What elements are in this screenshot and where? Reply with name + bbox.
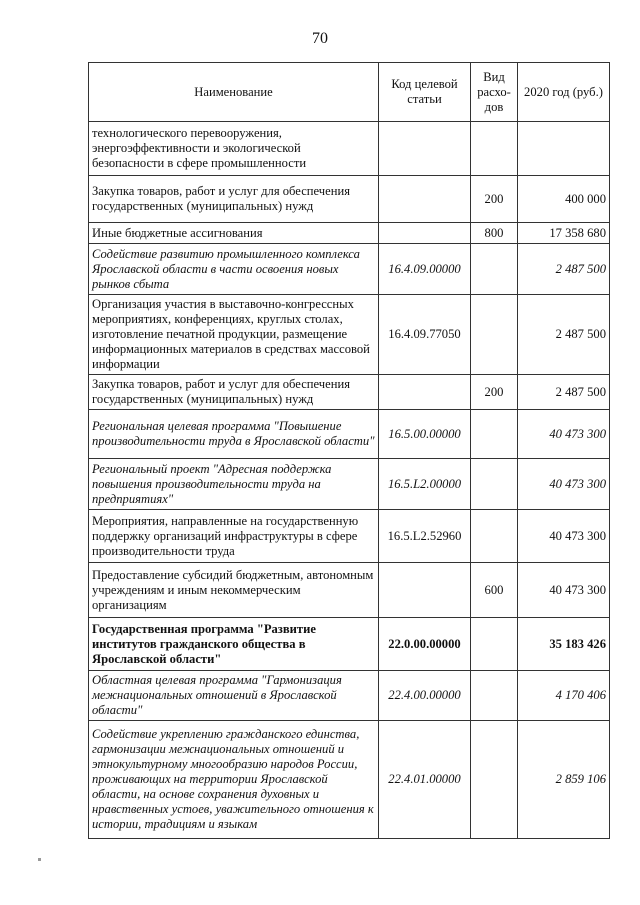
row-expense-type-cell	[471, 410, 518, 459]
row-expense-type-cell	[471, 295, 518, 375]
row-expense-type-cell: 200	[471, 176, 518, 223]
table-row	[89, 244, 610, 295]
row-amount-cell: 40 473 300	[518, 563, 610, 618]
table-row	[89, 563, 610, 618]
row-name-cell: Предоставление субсидий бюджетным, автономным учреждениям и иным некоммерческим организациям	[89, 563, 379, 618]
table-row	[89, 459, 610, 510]
row-code-cell: 16.5.L2.00000	[379, 459, 471, 510]
table-header-row	[89, 63, 610, 122]
row-name-cell: Региональная целевая программа "Повышение производительности труда в Ярославской области"	[89, 410, 379, 459]
row-name-cell: Закупка товаров, работ и услуг для обеспечения государственных (муниципальных) нужд	[89, 176, 379, 223]
header-expense-type: Вид расхо-дов	[471, 63, 518, 122]
row-expense-type-cell	[471, 244, 518, 295]
header-amount-2020: 2020 год (руб.)	[518, 63, 610, 122]
row-name-cell: Организация участия в выставочно-конгрессных мероприятиях, конференциях, круглых столах, изготовление печатной продукции, размещение информационных материалов в средствах массовой информации	[89, 295, 379, 375]
row-amount-cell: 4 170 406	[518, 671, 610, 721]
row-code-cell: 22.0.00.00000	[379, 618, 471, 671]
row-code-cell: 16.5.00.00000	[379, 410, 471, 459]
table-row	[89, 618, 610, 671]
row-name-cell: Содействие развитию промышленного комплекса Ярославской области в части освоения новых рынков сбыта	[89, 244, 379, 295]
row-name-cell: Региональный проект "Адресная поддержка повышения производительности труда на предприятиях"	[89, 459, 379, 510]
table-row	[89, 223, 610, 244]
row-amount-cell	[518, 122, 610, 176]
row-name-cell: Закупка товаров, работ и услуг для обеспечения государственных (муниципальных) нужд	[89, 375, 379, 410]
scan-mark	[38, 858, 41, 861]
row-code-cell	[379, 176, 471, 223]
row-amount-cell: 2 859 106	[518, 721, 610, 839]
row-amount-cell: 2 487 500	[518, 244, 610, 295]
row-amount-cell: 400 000	[518, 176, 610, 223]
row-code-cell: 16.5.L2.52960	[379, 510, 471, 563]
row-expense-type-cell: 200	[471, 375, 518, 410]
row-expense-type-cell: 600	[471, 563, 518, 618]
table-row	[89, 295, 610, 375]
row-name-cell: Содействие укреплению гражданского единства, гармонизации межнациональных отношений и этнокультурному многообразию народов России, проживающих на территории Ярославской области, на основе сохранения духовных и нравственных устоев, уважительного отношения к истории, традициям и языкам	[89, 721, 379, 839]
header-name: Наименование	[89, 63, 379, 122]
table-row	[89, 410, 610, 459]
row-amount-cell: 40 473 300	[518, 410, 610, 459]
row-code-cell: 16.4.09.77050	[379, 295, 471, 375]
row-amount-cell: 2 487 500	[518, 295, 610, 375]
table-row	[89, 176, 610, 223]
table-row	[89, 721, 610, 839]
row-amount-cell: 2 487 500	[518, 375, 610, 410]
page-number: 70	[312, 30, 328, 47]
row-expense-type-cell	[471, 721, 518, 839]
row-expense-type-cell: 800	[471, 223, 518, 244]
table-row	[89, 510, 610, 563]
row-code-cell	[379, 563, 471, 618]
row-expense-type-cell	[471, 618, 518, 671]
row-name-cell: Иные бюджетные ассигнования	[89, 223, 379, 244]
row-code-cell	[379, 223, 471, 244]
row-amount-cell: 35 183 426	[518, 618, 610, 671]
row-name-cell: Государственная программа "Развитие институтов гражданского общества в Ярославской области"	[89, 618, 379, 671]
table-row	[89, 122, 610, 176]
budget-table	[88, 62, 610, 839]
row-expense-type-cell	[471, 671, 518, 721]
table-row	[89, 671, 610, 721]
row-code-cell: 16.4.09.00000	[379, 244, 471, 295]
row-code-cell	[379, 375, 471, 410]
row-code-cell: 22.4.01.00000	[379, 721, 471, 839]
row-amount-cell: 40 473 300	[518, 510, 610, 563]
row-name-cell: Областная целевая программа "Гармонизация межнациональных отношений в Ярославской области"	[89, 671, 379, 721]
row-expense-type-cell	[471, 459, 518, 510]
row-amount-cell: 40 473 300	[518, 459, 610, 510]
row-amount-cell: 17 358 680	[518, 223, 610, 244]
table-row	[89, 375, 610, 410]
row-name-cell: Мероприятия, направленные на государственную поддержку организаций инфраструктуры в сфере производительности труда	[89, 510, 379, 563]
row-code-cell: 22.4.00.00000	[379, 671, 471, 721]
row-expense-type-cell	[471, 510, 518, 563]
header-code: Код целевой статьи	[379, 63, 471, 122]
row-name-cell: технологического перевооружения, энергоэффективности и экологической безопасности в сфере промышленности	[89, 122, 379, 176]
row-expense-type-cell	[471, 122, 518, 176]
row-code-cell	[379, 122, 471, 176]
